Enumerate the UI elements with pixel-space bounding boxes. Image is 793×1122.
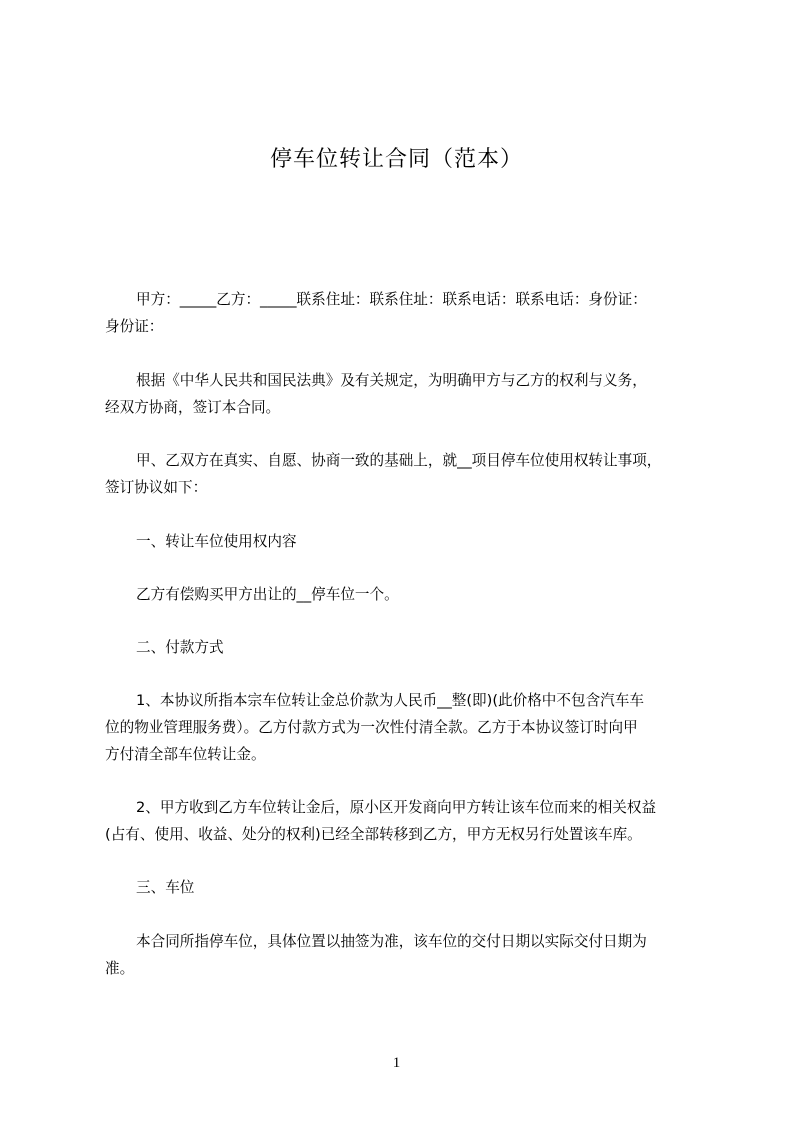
text-line: (占有、使用、收益、处分的权利)已经全部转移到乙方，甲方无权另行处置该车库。: [105, 826, 642, 843]
text-line: 2、甲方收到乙方车位转让金后，原小区开发商向甲方转让该车位而来的相关权益: [136, 799, 657, 816]
section-heading-2: 二、付款方式: [136, 639, 224, 656]
text-line: 本合同所指停车位，具体位置以抽签为准，该车位的交付日期以实际交付日期为: [136, 933, 647, 950]
text-line: 身份证：: [105, 318, 164, 335]
text-line: 根据《中华人民共和国民法典》及有关规定，为明确甲方与乙方的权利与义务，: [136, 372, 647, 389]
text-line: 经双方协商，签订本合同。: [105, 399, 281, 416]
text-line: 甲方：_____乙方：_____联系住址：联系住址：联系电话：联系电话：身份证：: [136, 291, 647, 308]
section-heading-1: 一、转让车位使用权内容: [136, 533, 297, 550]
section-1-text: 乙方有偿购买甲方出让的__停车位一个。: [136, 586, 399, 603]
page-number: 1: [392, 1055, 401, 1071]
text-line: 签订协议如下：: [105, 479, 208, 496]
document-title: 停车位转让合同（范本）: [269, 147, 523, 172]
text-line: 甲、乙双方在真实、自愿、协商一致的基础上，就__项目停车位使用权转让事项，: [136, 452, 662, 469]
section-heading-3: 三、车位: [136, 879, 195, 896]
text-line: 1、本协议所指本宗车位转让金总价款为人民币__整(即)(此价格中不包含汽车车: [136, 692, 644, 709]
text-line: 位的物业管理服务费）。乙方付款方式为一次性付清全款。乙方于本协议签订时向甲: [105, 719, 638, 736]
text-line: 准。: [105, 960, 135, 977]
text-line: 方付清全部车位转让金。: [105, 746, 266, 763]
